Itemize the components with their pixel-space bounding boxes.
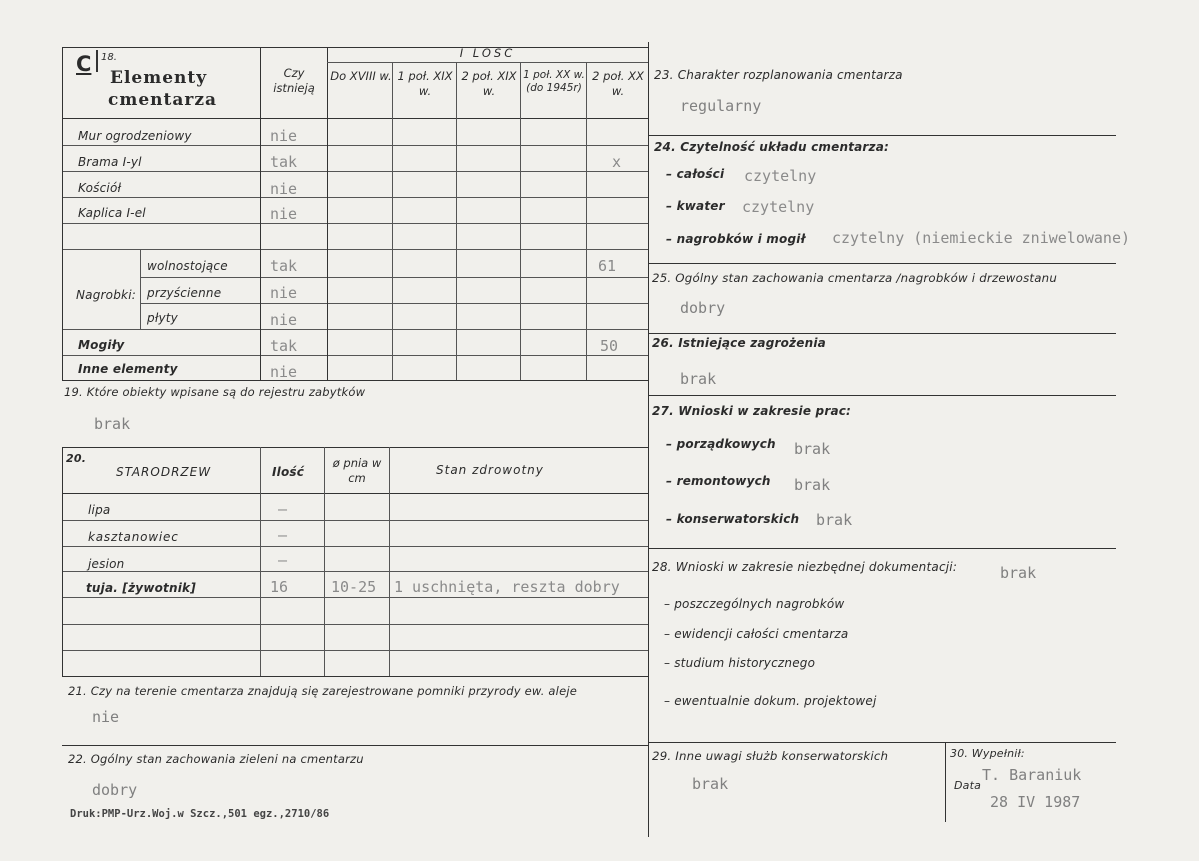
rule bbox=[62, 355, 648, 356]
q27-item-label: – porządkowych bbox=[666, 437, 776, 451]
q28-label: 28. Wnioski w zakresie niezbędnej dokumentacji: bbox=[652, 560, 958, 574]
rule bbox=[62, 197, 648, 198]
rule bbox=[140, 249, 141, 329]
inne-label: Inne elementy bbox=[78, 362, 178, 376]
q20-col-count: Ilość bbox=[272, 465, 305, 479]
q19-answer: brak bbox=[94, 415, 131, 433]
rule bbox=[96, 50, 98, 72]
q24-item-answer: czytelny bbox=[742, 198, 815, 216]
period-header: Do XVIII w. bbox=[330, 69, 392, 83]
q30-name: T. Baraniuk bbox=[982, 766, 1082, 784]
q20-col-health: Stan zdrowotny bbox=[436, 463, 544, 477]
rule bbox=[945, 742, 946, 822]
rule bbox=[648, 548, 1116, 549]
row-exists: nie bbox=[270, 311, 298, 329]
period-header: 1 poł. XIX w. bbox=[397, 69, 453, 98]
rule bbox=[62, 676, 648, 677]
rule bbox=[520, 62, 521, 380]
q27-item-answer: brak bbox=[794, 476, 831, 494]
rule bbox=[456, 62, 457, 380]
q30-date-label: Data bbox=[954, 779, 982, 792]
rule bbox=[327, 62, 648, 63]
row-exists: nie bbox=[270, 205, 298, 223]
rule bbox=[62, 47, 63, 380]
row-exists: nie bbox=[270, 127, 298, 145]
inne-exists: nie bbox=[270, 363, 298, 381]
nagrobki-type: przyścienne bbox=[147, 286, 222, 300]
rule bbox=[62, 380, 648, 381]
row-exists: nie bbox=[270, 180, 298, 198]
row-exists: tak bbox=[270, 153, 298, 171]
tree-diameter: 10-25 bbox=[331, 578, 377, 596]
q28-answer: brak bbox=[1000, 564, 1037, 582]
col-exists-header: Czy istnieją bbox=[273, 66, 315, 95]
q24-item-label: – kwater bbox=[666, 199, 725, 213]
rule bbox=[62, 171, 648, 172]
q24-item-label: – nagrobków i mogił bbox=[666, 232, 806, 246]
rule bbox=[389, 447, 390, 676]
q25-answer: dobry bbox=[680, 299, 726, 317]
tree-name: lipa bbox=[88, 503, 111, 517]
tree-count: – bbox=[278, 551, 288, 569]
q21-label: 21. Czy na terenie cmentarza znajdują się zarejestrowane pomniki przyrody ew. aleje bbox=[68, 684, 578, 698]
rule bbox=[62, 329, 648, 330]
rule bbox=[62, 546, 648, 547]
rule bbox=[62, 745, 648, 746]
q27-item-answer: brak bbox=[816, 511, 853, 529]
q27-item-answer: brak bbox=[794, 440, 831, 458]
rule bbox=[260, 47, 261, 380]
rule bbox=[62, 650, 648, 651]
section-number: 18. bbox=[101, 52, 117, 63]
q28-item: – ewentualnie dokum. projektowej bbox=[664, 694, 877, 708]
row-exists: nie bbox=[270, 284, 298, 302]
column-divider bbox=[648, 42, 649, 837]
row-mark: x bbox=[612, 153, 622, 171]
q27-item-label: – remontowych bbox=[666, 474, 771, 488]
print-footer: Druk:PMP-Urz.Woj.w Szcz.,501 egz.,2710/86 bbox=[70, 808, 330, 820]
rule bbox=[62, 597, 648, 598]
q28-item: – ewidencji całości cmentarza bbox=[664, 627, 849, 641]
tree-count: 16 bbox=[270, 578, 289, 596]
mogily-count: 50 bbox=[600, 337, 619, 355]
q29-label: 29. Inne uwagi służb konserwatorskich bbox=[652, 749, 889, 763]
rule bbox=[260, 447, 261, 676]
q22-answer: dobry bbox=[92, 781, 138, 799]
q25-label: 25. Ogólny stan zachowania cmentarza /nagrobków i drzewostanu bbox=[652, 271, 1058, 285]
rule bbox=[62, 493, 648, 494]
tree-name: jesion bbox=[88, 557, 125, 571]
rule bbox=[648, 395, 1116, 396]
rule bbox=[62, 118, 648, 119]
period-header: 2 poł. XX w. bbox=[592, 69, 644, 98]
rule bbox=[140, 277, 648, 278]
q26-label: 26. Istniejące zagrożenia bbox=[652, 336, 826, 350]
section-title-line1: Elementy bbox=[110, 68, 208, 88]
rule bbox=[62, 145, 648, 146]
row-label: Brama I-yl bbox=[78, 155, 142, 169]
row-label: Kaplica I-el bbox=[78, 206, 146, 220]
rule bbox=[62, 447, 648, 448]
ilosc-header: I LOSC bbox=[459, 46, 516, 60]
row-label: Mur ogrodzeniowy bbox=[78, 129, 192, 143]
q24-item-label: – całości bbox=[666, 167, 725, 181]
nagrobki-type: płyty bbox=[147, 311, 178, 325]
rule bbox=[62, 249, 648, 250]
row-label: Kościół bbox=[78, 181, 122, 195]
q28-item: – studium historycznego bbox=[664, 656, 816, 670]
q28-item: – poszczególnych nagrobków bbox=[664, 597, 845, 611]
rule bbox=[648, 263, 1116, 264]
rule bbox=[62, 223, 648, 224]
q20-number: 20. bbox=[66, 452, 87, 465]
q29-answer: brak bbox=[692, 775, 729, 793]
q20-col-name: STARODRZEW bbox=[116, 465, 212, 479]
rule bbox=[62, 520, 648, 521]
section-title-line2: cmentarza bbox=[108, 90, 218, 110]
rule bbox=[62, 624, 648, 625]
rule bbox=[62, 447, 63, 676]
q24-label: 24. Czytelność układu cmentarza: bbox=[654, 140, 890, 154]
rule bbox=[140, 303, 648, 304]
tree-name: kasztanowiec bbox=[88, 530, 179, 544]
q19-label: 19. Które obiekty wpisane są do rejestru zabytków bbox=[64, 385, 366, 399]
q24-item-answer: czytelny bbox=[744, 167, 817, 185]
row-exists: tak bbox=[270, 257, 298, 275]
q24-item-answer: czytelny (niemieckie zniwelowane) bbox=[832, 229, 1131, 247]
rule bbox=[586, 62, 587, 380]
tree-count: – bbox=[278, 500, 288, 518]
rule bbox=[648, 135, 1116, 136]
tree-health: 1 uschnięta, reszta dobry bbox=[394, 578, 620, 596]
q26-answer: brak bbox=[680, 370, 717, 388]
period-header: 1 poł. XX w. (do 1945r) bbox=[523, 69, 585, 94]
rule bbox=[62, 571, 648, 572]
rule bbox=[327, 47, 328, 380]
q23-label: 23. Charakter rozplanowania cmentarza bbox=[654, 68, 903, 82]
rule bbox=[648, 742, 1116, 743]
q27-label: 27. Wnioski w zakresie prac: bbox=[652, 404, 852, 418]
rule bbox=[392, 62, 393, 380]
mogily-label: Mogiły bbox=[78, 338, 125, 352]
period-header: 2 poł. XIX w. bbox=[461, 69, 517, 98]
tree-count: – bbox=[278, 526, 288, 544]
tree-name: tuja. [żywotnik] bbox=[86, 581, 196, 595]
q27-item-label: – konserwatorskich bbox=[666, 512, 800, 526]
row-count: 61 bbox=[598, 257, 617, 275]
q22-label: 22. Ogólny stan zachowania zieleni na cmentarzu bbox=[68, 752, 364, 766]
nagrobki-type: wolnostojące bbox=[147, 259, 228, 273]
q20-col-diameter: ø pnia w cm bbox=[332, 456, 382, 485]
q21-answer: nie bbox=[92, 708, 120, 726]
section-letter: C bbox=[76, 52, 92, 76]
mogily-exists: tak bbox=[270, 337, 298, 355]
q23-answer: regularny bbox=[680, 97, 762, 115]
q30-date: 28 IV 1987 bbox=[990, 793, 1081, 811]
nagrobki-label: Nagrobki: bbox=[76, 288, 136, 302]
rule bbox=[648, 333, 1116, 334]
q30-label: 30. Wypełnił: bbox=[950, 747, 1025, 760]
